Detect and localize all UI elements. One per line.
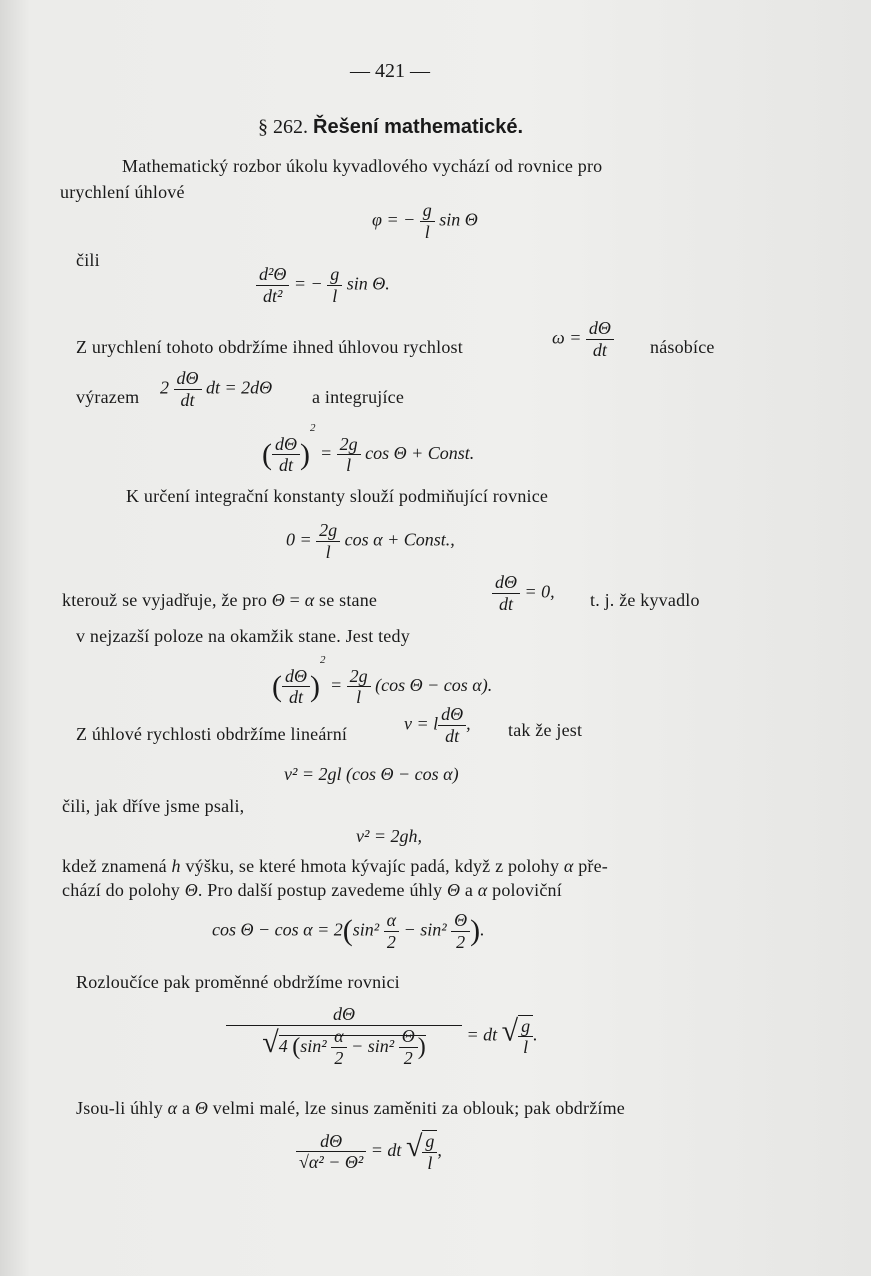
paragraph-line: chází do polohy Θ. Pro další postup zavedeme úhly Θ a α poloviční — [62, 880, 562, 900]
equation-8: v² = 2gl (cos Θ − cos α) — [284, 764, 459, 784]
paragraph-word: čili — [76, 250, 100, 270]
equation-1: φ = − $\frac{g}{l}$ sin Θ — [372, 200, 478, 242]
paragraph-line: v nejzazší poloze na okamžik stane. Jest tedy — [76, 626, 410, 646]
page-number: — 421 — — [350, 60, 430, 82]
equation-2: $\frac{\text{d²Θ}}{\text{dt²}}$ = − $\frac{g}{l}$ sin Θ. — [256, 264, 390, 306]
paragraph-line: Z úhlové rychlosti obdržíme lineární — [76, 724, 348, 744]
equation-9: v² = 2gh, — [356, 826, 423, 846]
equation-10: cos Θ − cos α = 2(sin² $\frac{\alpha}{2}$ − sin² $\frac{\Theta}{2}$ ). — [212, 910, 485, 952]
velocity-definition: v = l $\frac{d\Theta}{dt}$ , — [404, 704, 471, 746]
equation-6: $\frac{d\Theta}{dt}$ = 0, — [492, 572, 555, 614]
equation-3: 2 $\frac{d\Theta}{dt}$ dt = 2dΘ — [160, 368, 273, 410]
paragraph-word: a integrujíce — [312, 387, 405, 407]
paragraph-line: kterouž se vyjadřuje, že pro Θ = α se stane — [62, 590, 378, 610]
paragraph-word: t. j. že kyvadlo — [590, 590, 700, 610]
section-number: § 262. — [258, 116, 308, 138]
paragraph-line: Rozloučíce pak proměnné obdržíme rovnici — [76, 972, 400, 992]
equation-11: dΘ √4 (sin² $\frac{\alpha}{2}$ − sin² $\frac{\Theta}{2}$ ) = dt √ $\frac{g}{l}$ . — [226, 1004, 538, 1069]
equation-5: 0 = $\frac{2g}{l}$ cos α + Const., — [286, 520, 455, 562]
paragraph-line: kdež znamená h výšku, se které hmota kývajíc padá, když z polohy α pře- — [62, 856, 608, 876]
paragraph-line: čili, jak dříve jsme psali, — [62, 796, 245, 816]
paragraph-line: Jsou-li úhly α a Θ velmi malé, lze sinus zaměniti za oblouk; pak obdržíme — [76, 1098, 625, 1118]
paragraph-line: K určení integrační konstanty slouží podmiňující rovnice — [126, 486, 549, 506]
equation-12: $\frac{d\Theta}{\text{√α² − Θ²}}$ = dt √ $\frac{g}{l}$ , — [296, 1130, 442, 1174]
equation-7: ( $\frac{d\Theta}{dt}$ )$^2$ = $\frac{2g}{l}$ (cos Θ − cos α). — [272, 654, 493, 708]
paragraph-word: násobíce — [650, 337, 715, 357]
section-heading — [258, 116, 523, 139]
equation-4: ( $\frac{d\Theta}{dt}$ )$^2$ = $\frac{2g}{l}$ cos Θ + Const. — [262, 422, 475, 476]
paragraph-word: tak že jest — [508, 720, 583, 740]
section-title: Řešení mathematické. — [313, 116, 524, 138]
paragraph-line: Mathematický rozbor úkolu kyvadlového vychází od rovnice pro — [122, 156, 603, 176]
omega-definition: ω = $\frac{d\Theta}{dt}$ — [552, 318, 614, 360]
paragraph-word: výrazem — [76, 387, 140, 407]
paragraph-line: Z urychlení tohoto obdržíme ihned úhlovou rychlost — [76, 337, 463, 357]
paragraph-line: urychlení úhlové — [60, 182, 185, 202]
